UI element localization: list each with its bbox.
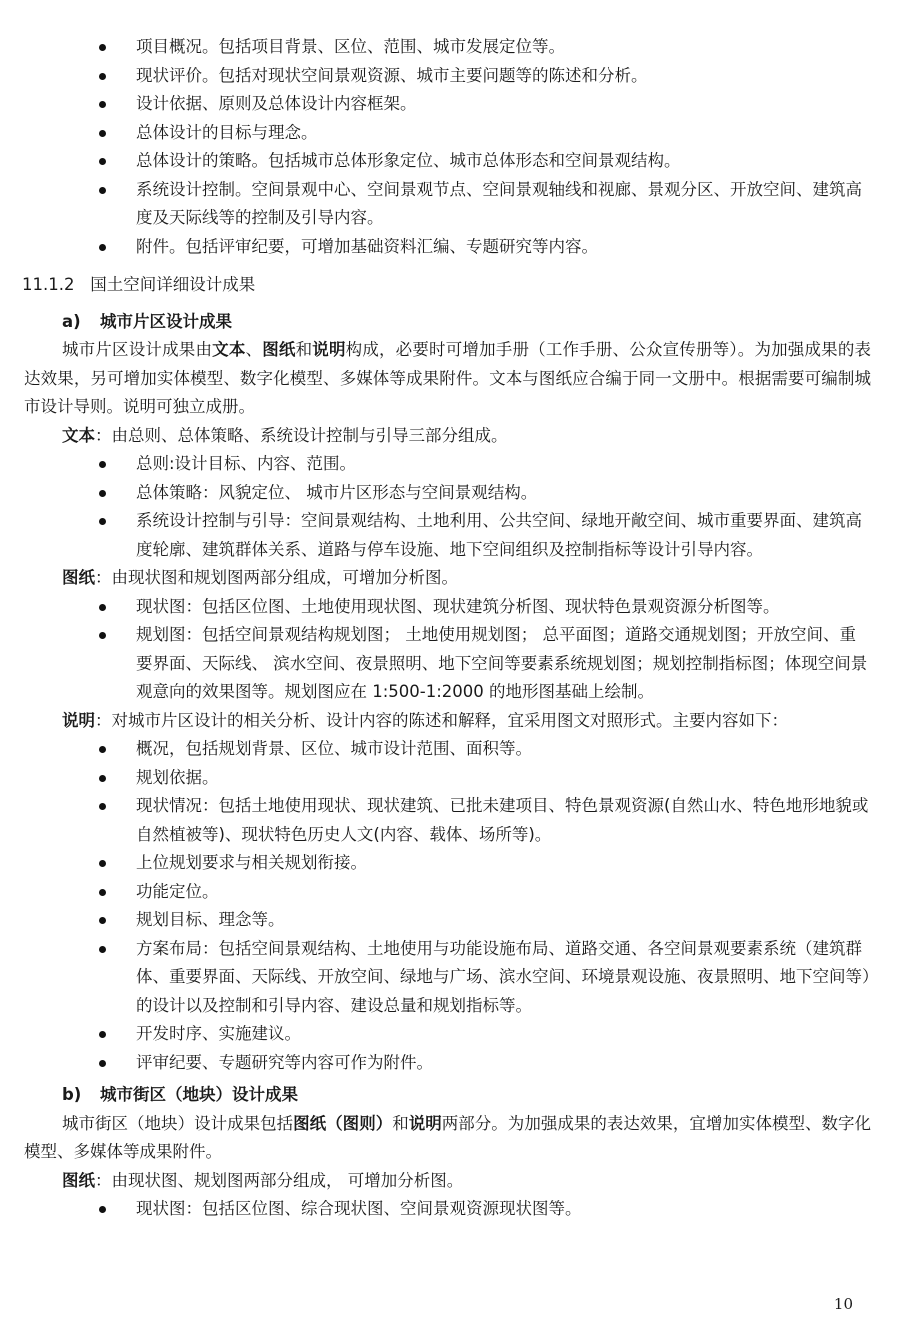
bullet-icon	[99, 101, 106, 108]
bullet-icon	[99, 158, 106, 165]
list-item: 规划图：包括空间景观结构规划图； 土地使用规划图； 总平面图；道路交通规划图；开放空间、重要界面、天际线、 滨水空间、夜景照明、地下空间等要素系统规划图；规划控制指标图；体现空间景观意向的效果图等。规划图应在 1:500-1:2000 的地形图基础上绘制。	[0, 621, 917, 707]
bullet-icon	[99, 1031, 106, 1038]
list-item: 总体设计的目标与理念。	[0, 119, 917, 148]
list-item: 系统设计控制与引导：空间景观结构、土地利用、公共空间、绿地开敞空间、城市重要界面、建筑高度轮廓、建筑群体关系、道路与停车设施、地下空间组织及控制指标等设计引导内容。	[0, 507, 917, 564]
list-item: 设计依据、原则及总体设计内容框架。	[0, 90, 917, 119]
bullet-icon	[99, 946, 106, 953]
list-item: 开发时序、实施建议。	[0, 1020, 917, 1049]
list-item: 概况，包括规划背景、区位、城市设计范围、面积等。	[0, 735, 917, 764]
bullet-icon	[99, 73, 106, 80]
subsection-title: 城市片区设计成果	[100, 311, 232, 331]
drawing-items-list	[0, 593, 917, 707]
explain-lead: 说明：对城市片区设计的相关分析、设计内容的陈述和解释，宜采用图文对照形式。主要内容如下：	[62, 710, 788, 730]
paragraph: 城市片区设计成果由文本、图纸和说明构成，必要时可增加手册（工作手册、公众宣传册等）。为加强成果的表达效果，另可增加实体模型、数字化模型、多媒体等成果附件。文本与图纸应合编于同一文册中。根据需要可编制城市设计导则。说明可独立成册。	[24, 340, 872, 416]
drawing-lead-b: 图纸：由现状图、规划图两部分组成， 可增加分析图。	[62, 1170, 464, 1190]
list-item: 现状图：包括区位图、综合现状图、空间景观资源现状图等。	[0, 1195, 917, 1224]
bullet-icon	[99, 604, 106, 611]
list-item: 总则:设计目标、内容、范围。	[0, 450, 917, 479]
list-item: 总体设计的策略。包括城市总体形象定位、城市总体形态和空间景观结构。	[0, 147, 917, 176]
bullet-icon	[99, 860, 106, 867]
bullet-icon	[99, 803, 106, 810]
list-item: 系统设计控制。空间景观中心、空间景观节点、空间景观轴线和视廊、景观分区、开放空间、建筑高度及天际线等的控制及引导内容。	[0, 176, 917, 233]
drawing-items-list-b	[0, 1195, 917, 1224]
subsection-title: 城市街区（地块）设计成果	[100, 1085, 298, 1104]
bullet-icon	[99, 1060, 106, 1067]
drawing-lead: 图纸：由现状图和规划图两部分组成，可增加分析图。	[62, 568, 458, 587]
list-item: 总体策略：风貌定位、 城市片区形态与空间景观结构。	[0, 479, 917, 508]
paragraph: 城市街区（地块）设计成果包括图纸（图则）和说明两部分。为加强成果的表达效果，宜增加实体模型、数字化模型、多媒体等成果附件。	[24, 1113, 872, 1161]
bullet-icon	[99, 187, 106, 194]
bullet-icon	[99, 461, 106, 468]
bullet-icon	[99, 917, 106, 924]
bullet-icon	[99, 244, 106, 251]
bullet-icon	[99, 490, 106, 497]
list-item: 方案布局：包括空间景观结构、土地使用与功能设施布局、道路交通、各空间景观要素系统（建筑群体、重要界面、天际线、开放空间、绿地与广场、滨水空间、环境景观设施、夜景照明、地下空间等）的设计以及控制和引导内容、建设总量和规划指标等。	[0, 935, 917, 1021]
list-item: 现状图：包括区位图、土地使用现状图、现状建筑分析图、现状特色景观资源分析图等。	[0, 593, 917, 622]
list-item: 评审纪要、专题研究等内容可作为附件。	[0, 1049, 917, 1078]
bullet-icon	[99, 889, 106, 896]
bullet-icon	[99, 518, 106, 525]
bullet-icon	[99, 746, 106, 753]
bullet-icon	[99, 1206, 106, 1213]
list-item: 规划依据。	[0, 764, 917, 793]
list-item: 项目概况。包括项目背景、区位、范围、城市发展定位等。	[0, 33, 917, 62]
subsection-heading-b	[0, 1081, 917, 1110]
page-number: 10	[833, 1295, 853, 1313]
list-item: 上位规划要求与相关规划衔接。	[0, 849, 917, 878]
list-item: 附件。包括评审纪要，可增加基础资料汇编、专题研究等内容。	[0, 233, 917, 262]
bullet-icon	[99, 632, 106, 639]
section-heading	[0, 271, 917, 300]
section-title: 国土空间详细设计成果	[90, 275, 256, 294]
list-item: 功能定位。	[0, 878, 917, 907]
subsection-heading-a	[0, 308, 917, 337]
bullet-icon	[99, 130, 106, 137]
list-item: 现状评价。包括对现状空间景观资源、城市主要问题等的陈述和分析。	[0, 62, 917, 91]
list-item: 规划目标、理念等。	[0, 906, 917, 935]
list-item: 现状情况：包括土地使用现状、现状建筑、已批未建项目、特色景观资源(自然山水、特色地形地貌或自然植被等)、现状特色历史人文(内容、载体、场所等)。	[0, 792, 917, 849]
explain-items-list	[0, 735, 917, 1077]
text-lead: 文本：由总则、总体策略、系统设计控制与引导三部分组成。	[62, 425, 508, 445]
bullet-icon	[99, 44, 106, 51]
subsection-mark: b)	[62, 1085, 82, 1104]
subsection-mark: a)	[62, 311, 81, 331]
bullet-icon	[99, 775, 106, 782]
text-items-list	[0, 450, 917, 564]
section-number: 11.1.2	[22, 275, 75, 294]
intro-list	[0, 0, 917, 261]
